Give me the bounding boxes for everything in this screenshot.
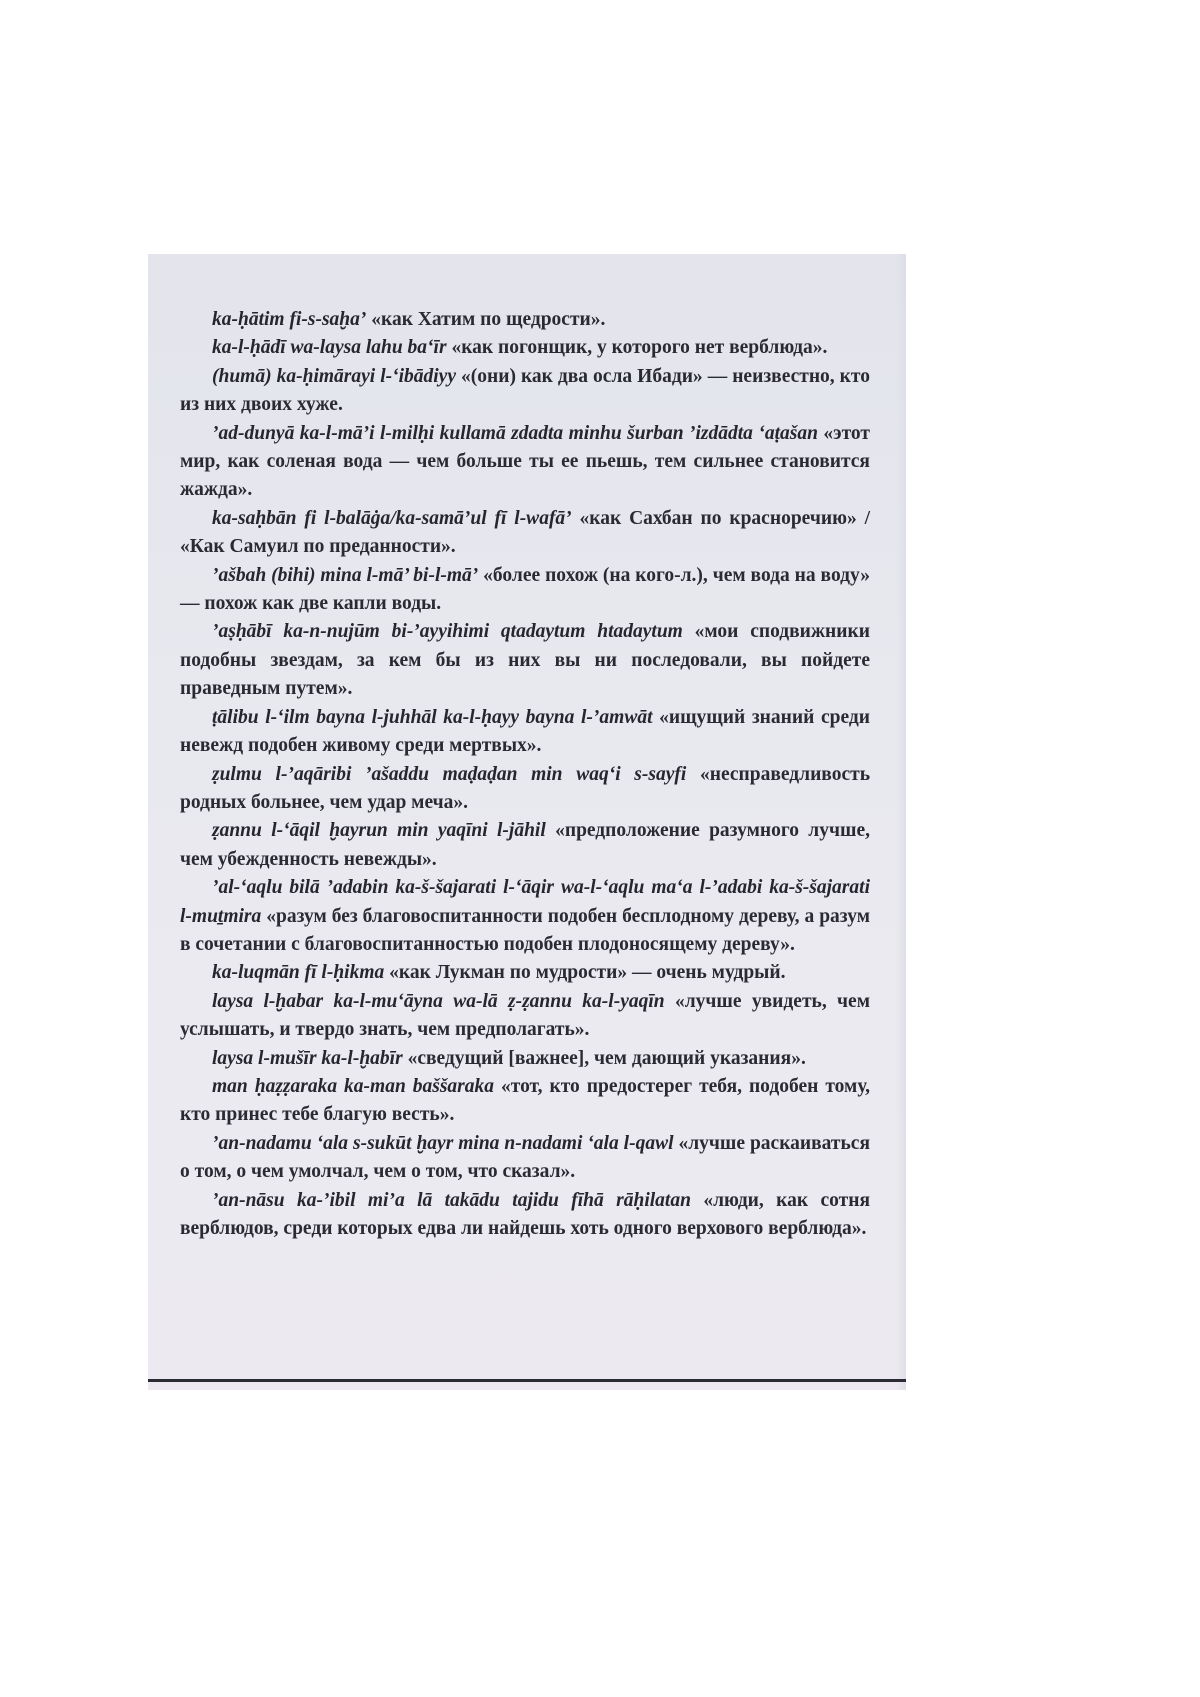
proverbs-text (180, 306, 870, 1243)
proverb-entry (180, 1073, 870, 1130)
transliteration: ẓulmu l-’aqāribi ’ašaddu maḍaḍan min waq‘i s-sayfi (212, 763, 687, 785)
page-edge-shadow (896, 254, 906, 1390)
translation: «ищущий знаний среди невежд подобен живому среди мертвых». (180, 706, 870, 757)
transliteration: ẓannu l-‘āqil ḫayrun min yaqīni l-jāhil (212, 820, 546, 842)
proverb-entry (180, 988, 870, 1045)
proverb-entry (180, 874, 870, 959)
translation: «как Сахбан по красноречию» / «Как Самуил по преданности». (180, 507, 870, 558)
proverb-entry (180, 817, 870, 874)
transliteration: laysa l-mušīr ka-l-ḫabīr (212, 1047, 403, 1069)
transliteration: ka-ḥātim fi-s-saḫa’ (212, 309, 367, 330)
proverb-entry (180, 334, 870, 362)
translation: «мои сподвижники подобны звездам, за кем бы из них вы ни последовали, вы пойдете праведным путем». (180, 621, 870, 700)
transliteration: ’an-nāsu ka-’ibil mi’a lā takādu tajidu fīhā rāḥilatan (212, 1189, 691, 1211)
translation: «несправедливость родных больнее, чем удар меча». (180, 763, 871, 813)
translation: «более похож (на кого-л.), чем вода на воду» — похож как две капли воды. (180, 564, 870, 615)
transliteration: ṭālibu l-‘ilm bayna l-juhhāl ka-l-ḥayy bayna l-’amwāt (212, 706, 653, 728)
transliteration: ka-luqmān fī l-ḥikma (212, 962, 385, 984)
proverb-entry (180, 306, 870, 334)
translation: «как Лукман по мудрости» — очень мудрый. (384, 962, 786, 984)
transliteration: ’ašbah (bihi) mina l-mā’ bi-l-mā’ (212, 564, 479, 586)
translation: «(они) как два осла Ибади» — неизвестно, кто из них двоих хуже. (180, 365, 870, 416)
translation: «предположение разумного лучше, чем убежденность невежды». (180, 820, 870, 870)
transliteration: (humā) ka-ḥimārayi l-‘ibādiyy (212, 365, 456, 387)
proverb-entry (180, 1045, 870, 1073)
translation: «лучше увидеть, чем услышать, и твердо знать, чем предполагать». (180, 990, 870, 1041)
translation: «разум без благовоспитанности подобен бесплодному дереву, а разум в сочетании с благовоспитанностью подобен плодоносящему дереву». (180, 905, 870, 955)
proverb-entry (180, 420, 870, 505)
bottom-rule (148, 1379, 906, 1382)
proverb-entry (180, 761, 870, 818)
transliteration: ka-saḥbān fi l-balāġa/ka-samā’ul fī l-wafā’ (212, 507, 572, 529)
transliteration: laysa l-ḫabar ka-l-mu‘āyna wa-lā ẓ-ẓannu ka-l-yaqīn (212, 990, 665, 1012)
proverb-entry (180, 505, 870, 562)
proverb-entry (180, 704, 870, 761)
transliteration: ’an-nadamu ‘ala s-sukūt ḫayr mina n-nadami ‘ala l-qawl (212, 1132, 674, 1154)
proverb-entry (180, 1130, 870, 1187)
transliteration: ’al-‘aqlu bilā ’adabin ka-š-šajarati l-‘āqir wa-l-‘aqlu ma‘a l-’adabi ka-š-šajarati l-muṯmira (180, 877, 870, 927)
translation: «как Хатим по щедрости». (366, 309, 606, 330)
transliteration: ka-l-ḥādī wa-laysa lahu ba‘īr (212, 337, 447, 359)
proverb-entry (180, 959, 870, 987)
proverb-entry (180, 562, 870, 619)
translation: «люди, как сотня верблюдов, среди которых едва ли найдешь хоть одного верхового верблюда». (180, 1189, 871, 1239)
transliteration: man ḥaẓẓaraka ka-man baššaraka (212, 1075, 495, 1097)
proverb-entry (180, 1187, 870, 1244)
scanned-page (148, 254, 906, 1390)
translation: «тот, кто предостерег тебя, подобен тому, кто принес тебе благую весть». (180, 1075, 870, 1126)
transliteration: ’ad-dunyā ka-l-mā’i l-milḥi kullamā zdadta minhu šurban ’izdādta ‘aṭašan (212, 422, 818, 444)
proverb-entry (180, 363, 870, 420)
proverb-entry (180, 618, 870, 703)
translation: «лучше раскаиваться о том, о чем умолчал, чем о том, что сказал». (180, 1132, 870, 1183)
transliteration: ’aṣḥābī ka-n-nujūm bi-’ayyihimi qtadaytum htadaytum (212, 621, 683, 643)
translation: «сведущий [важнее], чем дающий указания». (402, 1047, 806, 1069)
translation: «как погонщик, у которого нет верблюда». (446, 337, 828, 359)
translation: «этот мир, как соленая вода — чем больше ты ее пьешь, тем сильнее становится жажда». (180, 422, 870, 501)
